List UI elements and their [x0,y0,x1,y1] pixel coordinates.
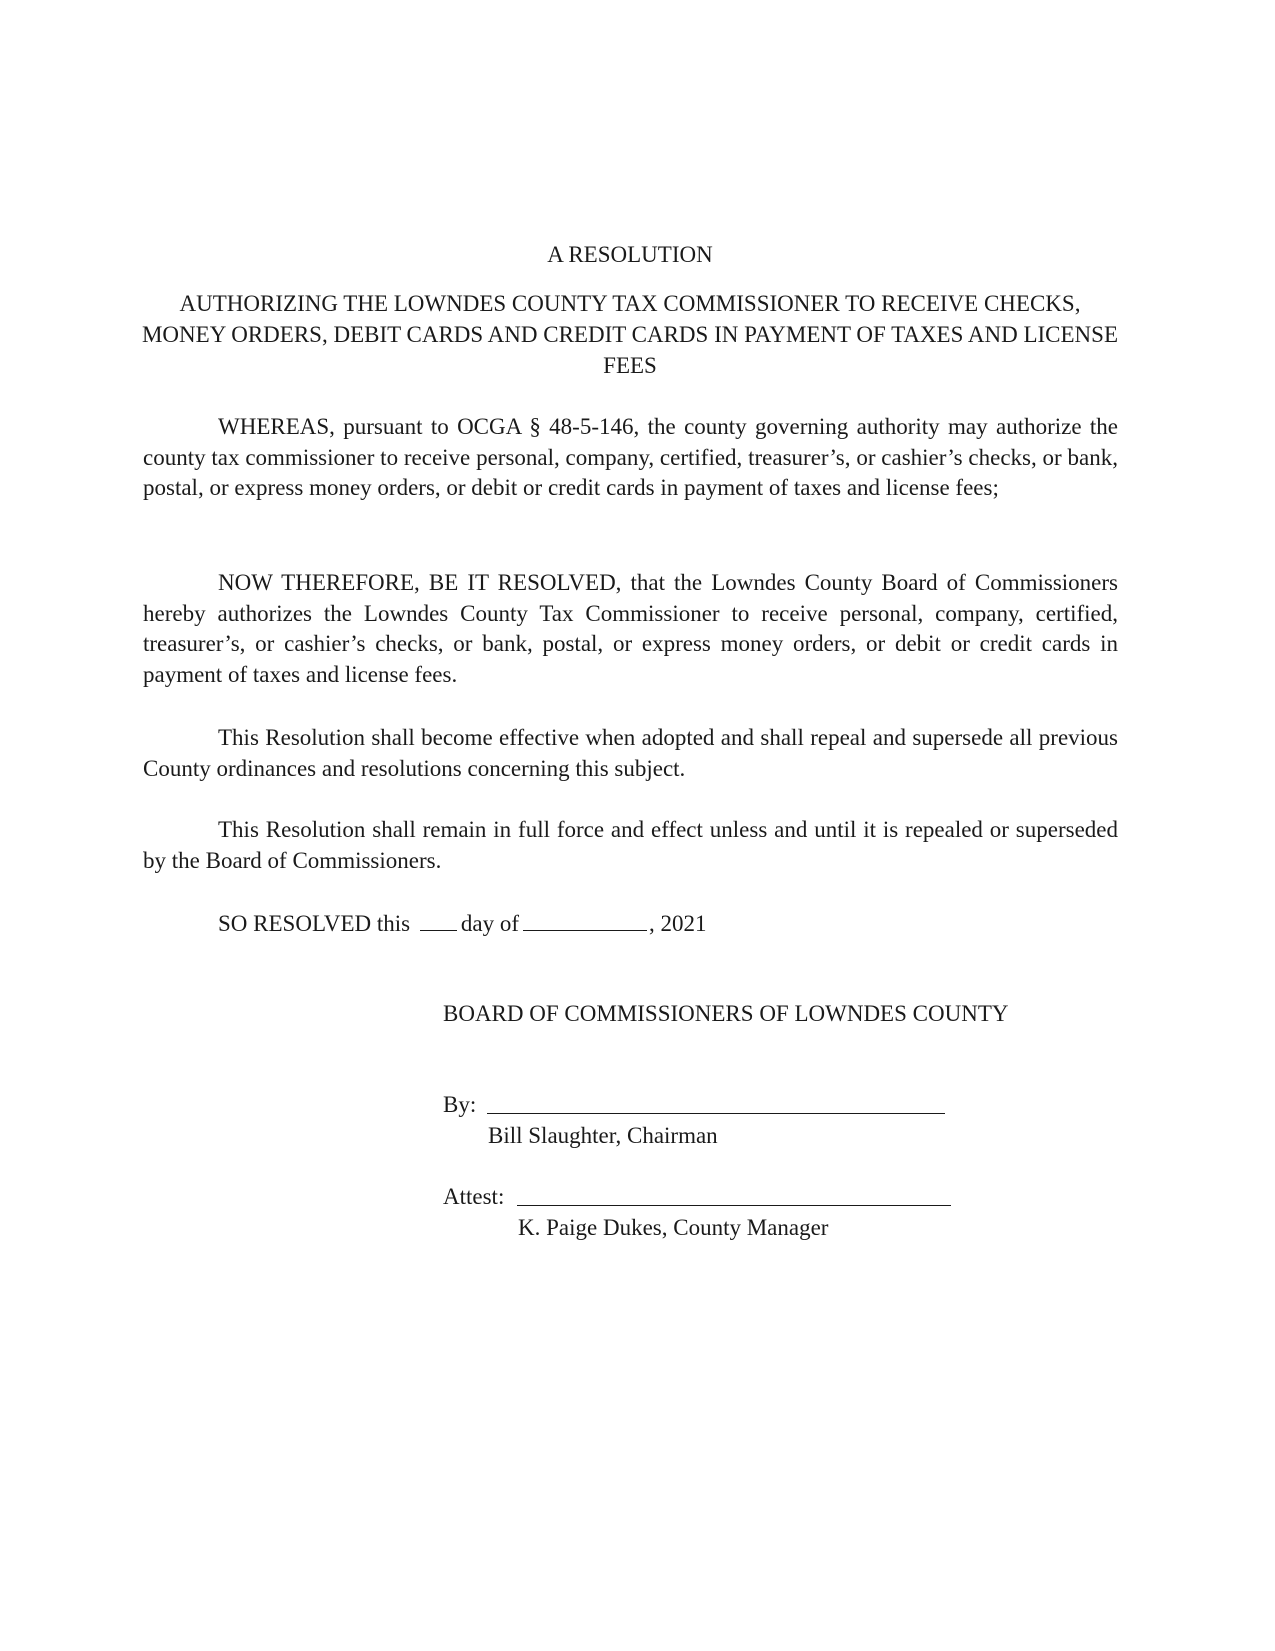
so-resolved-line [218,908,707,939]
attest-label: Attest: [443,1184,505,1209]
resolved-paragraph: NOW THEREFORE, BE IT RESOLVED, that the Lowndes County Board of Commissioners hereby authorizes the Lowndes County Tax Commissioner to receive personal, company, certified, treasurer’s, or cashier’s checks, or bank, postal, or express money orders, or debit or credit cards in payment of taxes and license fees. [143,570,1118,687]
document-title: AUTHORIZING THE LOWNDES COUNTY TAX COMMISSIONER TO RECEIVE CHECKS, MONEY ORDERS, DEBIT CARDS AND CREDIT CARDS IN PAYMENT OF TAXES AND LICENSE FEES [141,291,1118,378]
force-paragraph: This Resolution shall remain in full force and effect unless and until it is repealed or superseded by the Board of Commissioners. [143,817,1118,873]
manager-signature-line [517,1205,951,1206]
day-blank [420,908,457,931]
month-blank [523,908,647,931]
so-resolved-prefix: SO RESOLVED this [218,911,411,936]
day-of-text: day of [460,911,520,936]
by-label: By: [443,1092,477,1117]
year-text: , 2021 [649,911,707,936]
chairman-name: Bill Slaughter, Chairman [488,1123,718,1148]
whereas-paragraph: WHEREAS, pursuant to OCGA § 48-5-146, the county governing authority may authorize the county tax commissioner to receive personal, company, certified, treasurer’s, or cashier’s checks, or bank, postal, or express money orders, or debit or credit cards in payment of taxes and license fees; [143,414,1118,500]
chairman-signature-line [487,1113,945,1114]
effective-paragraph: This Resolution shall become effective when adopted and shall repeal and supersede all previous County ordinances and resolutions concerning this subject. [143,725,1118,781]
document-heading: A RESOLUTION [547,242,713,267]
board-name: BOARD OF COMMISSIONERS OF LOWNDES COUNTY [443,1001,1009,1026]
manager-name: K. Paige Dukes, County Manager [518,1215,829,1240]
